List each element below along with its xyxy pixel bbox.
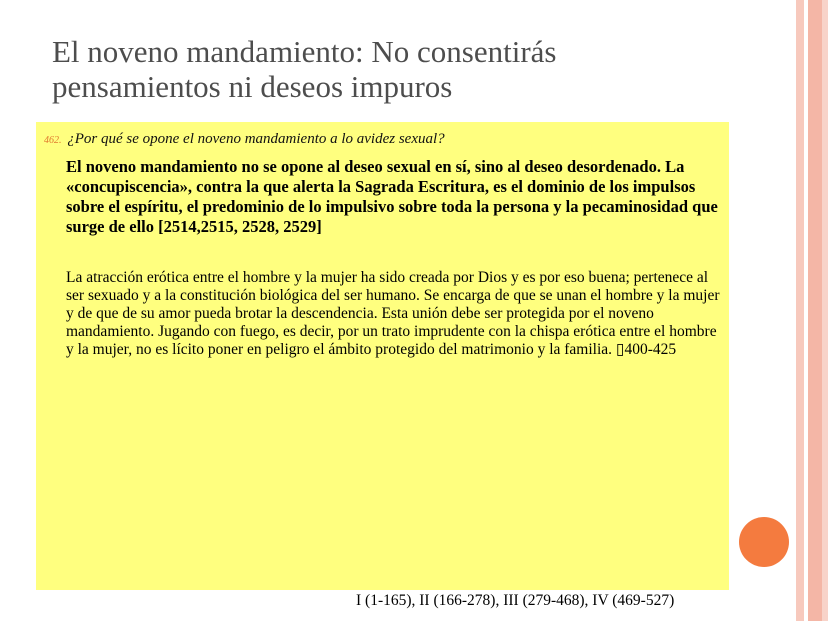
- question-number: 462.: [44, 135, 62, 146]
- question-text: ¿Por qué se opone el noveno mandamiento a lo avidez sexual?: [67, 131, 445, 147]
- decorative-stripe: [796, 0, 804, 621]
- slide-title-line-1: El noveno mandamiento: No consentirás: [52, 34, 557, 69]
- slide-title: [52, 34, 752, 104]
- question-line: [44, 130, 724, 150]
- decorative-circle: [739, 517, 789, 567]
- slide-title-line-2: pensamientos ni deseos impuros: [52, 69, 453, 104]
- decorative-stripe: [822, 0, 828, 621]
- decorative-stripe: [808, 0, 822, 621]
- answer-explanation: La atracción erótica entre el hombre y la mujer ha sido creada por Dios y es por eso buena; pertenece al ser sexuado y a la constitución biológica del ser humano. Se encarga de que se unan el hombre y la mujer y de que de su amor pueda brotar la descendencia. Esta unión debe ser protegida por el noveno mandamiento. Jugando con fuego, es decir, por un trato imprudente con la chispa erótica entre el hombre y la mujer, no es lícito poner en peligro el ámbito protegido del matrimonio y la familia. ▯400-425: [66, 269, 720, 358]
- part-ranges-footer: I (1-165), II (166-278), III (279-468), IV (469-527): [356, 592, 675, 609]
- catechism-text-box: [36, 122, 729, 590]
- answer-summary: El noveno mandamiento no se opone al deseo sexual en sí, sino al deseo desordenado. La «concupiscencia», contra la que alerta la Sagrada Escritura, es el dominio de los impulsos sobre el espíritu, el predominio de lo impulsivo sobre toda la persona y la pecaminosidad que surge de ello [2514,2515, 2528, 2529]: [66, 157, 718, 236]
